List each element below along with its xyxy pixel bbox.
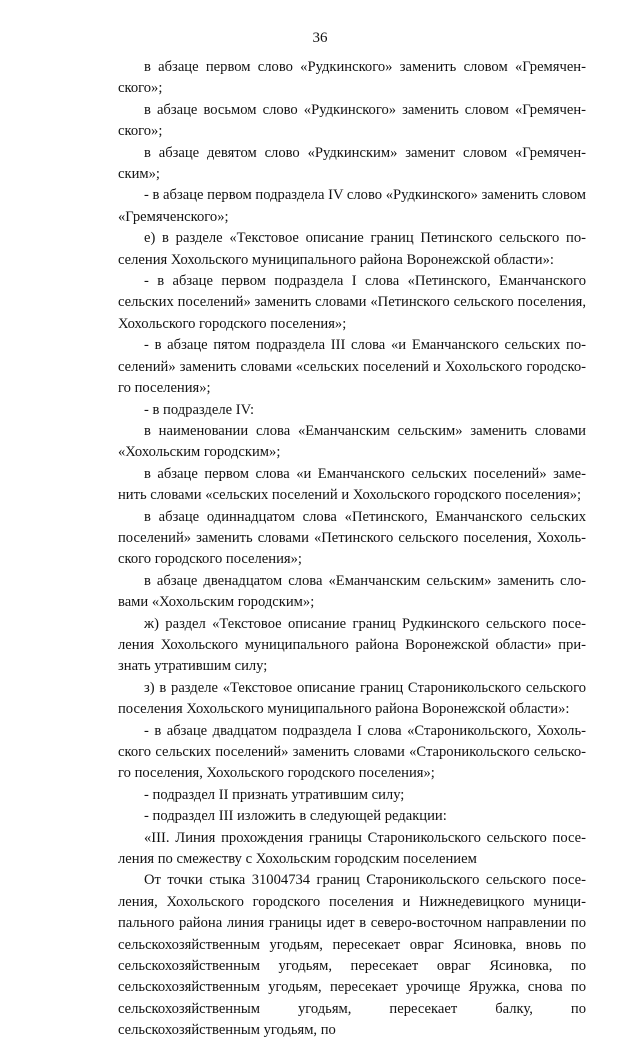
paragraph: - в абзаце первом подраздела IV слово «Рудкинского» заменить словом «Гремяченского»; [118, 187, 586, 225]
document-body [118, 57, 586, 1042]
paragraph: в абзаце первом слово «Рудкинского» заменить словом «Гремяченского»; [118, 59, 586, 97]
paragraph: - подраздел III изложить в следующей редакции: [144, 808, 447, 825]
paragraph: в наименовании слова «Еманчанским сельским» заменить словами «Хохольским городским»; [118, 422, 586, 461]
paragraph: в абзаце первом слова «и Еманчанского сельских поселений» заменить словами «сельских поселений и Хохольского городского поселения»; [118, 465, 586, 504]
paragraph: е) в разделе «Текстовое описание границ Петинского сельского поселения Хохольского муниципального района Воронежской области»: [118, 230, 586, 268]
paragraph: в абзаце восьмом слово «Рудкинского» заменить словом «Гремяченского»; [118, 101, 586, 140]
paragraph: - в абзаце пятом подраздела III слова «и Еманчанского сельских поселений» заменить словами «сельских поселений и Хохольского городского поселения»; [118, 337, 586, 397]
paragraph: в абзаце двенадцатом слова «Еманчанским сельским» заменить словами «Хохольским городским»; [118, 572, 586, 611]
paragraph: в абзаце девятом слово «Рудкинским» заменит словом «Гремяченским»; [118, 144, 586, 183]
page-number: 36 [312, 30, 328, 46]
paragraph: - в абзаце первом подраздела I слова «Петинского, Еманчанского сельских поселений» заменить словами «Петинского сельского поселения, Хохольского городского поселения»; [118, 273, 586, 332]
paragraph: - подраздел II признать утратившим силу; [144, 786, 405, 803]
paragraph: От точки стыка 31004734 границ Староникольского сельского поселения, Хохольского городского поселения и Нижнедевицкого муниципального района линия границы идет в северо-восточном направлении по сельскохозяйственным угодьям, пересекает овраг Ясиновка, вновь по сельскохозяйственным угодьям, пересекает овраг Ясиновка, по сельскохозяйственным угодьям, пересекает урочище Яружка, снова по сельскохозяйственным угодьям, пересекает балку, по сельскохозяйственным угодьям, по [118, 872, 586, 1039]
paragraph: з) в разделе «Текстовое описание границ Староникольского сельского поселения Хохольского муниципального района Воронежской области»: [118, 679, 586, 718]
paragraph: в абзаце одиннадцатом слова «Петинского, Еманчанского сельских поселений» заменить словами «Петинского сельского поселения, Хохольского городского поселения»; [118, 508, 586, 568]
paragraph: ж) раздел «Текстовое описание границ Рудкинского сельского поселения Хохольского муниципального района Воронежской области» признать утратившим силу; [118, 615, 586, 675]
paragraph: «III. Линия прохождения границы Староникольского сельского поселения по смежеству с Хохольским городским поселением [118, 829, 586, 868]
paragraph: - в абзаце двадцатом подраздела I слова «Староникольского, Хохольского сельских поселений» заменить словами «Староникольского сельского поселения, Хохольского городского поселения»; [118, 722, 586, 782]
paragraph: - в подразделе IV: [144, 401, 255, 418]
